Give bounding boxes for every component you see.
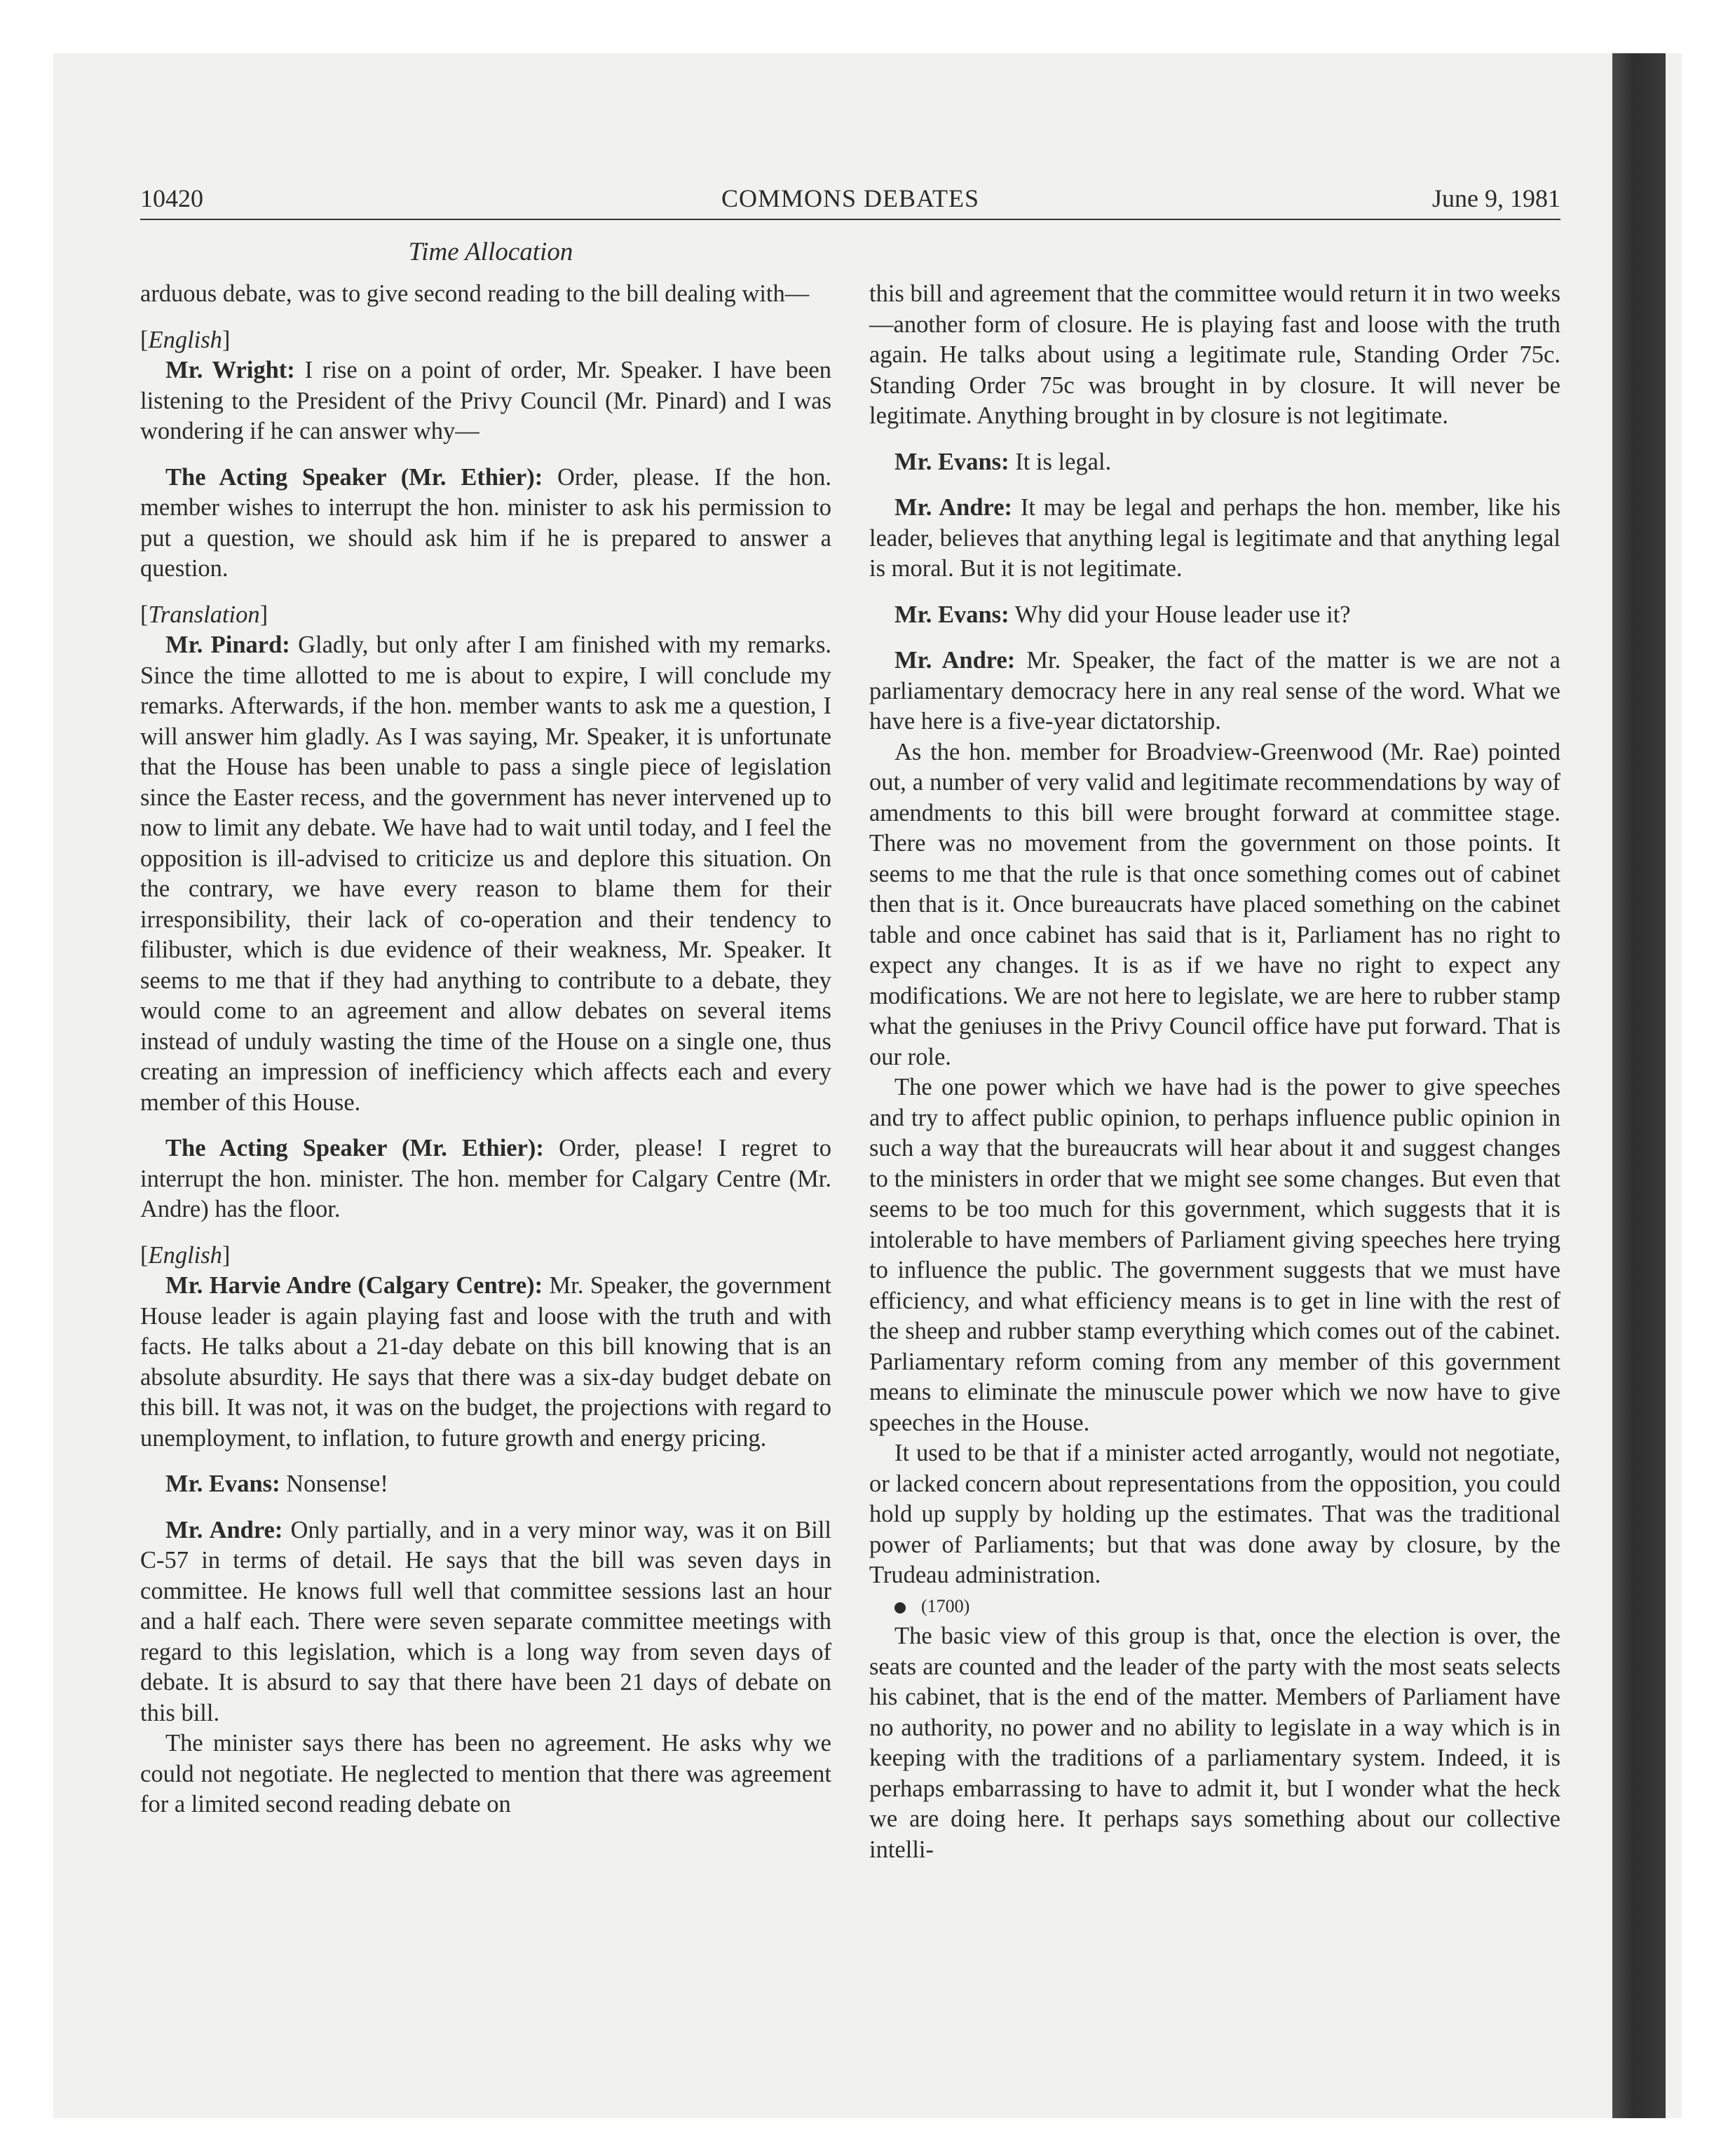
header-rule bbox=[140, 219, 1560, 220]
speech-paragraph bbox=[140, 1469, 831, 1500]
speech-paragraph bbox=[140, 355, 831, 447]
language-marker: [Translation] bbox=[140, 601, 268, 628]
language-label: Translation bbox=[148, 601, 260, 628]
language-marker: [English] bbox=[140, 326, 231, 353]
time-stamp: (1700) bbox=[921, 1595, 970, 1616]
speech-text: Nonsense! bbox=[280, 1471, 388, 1497]
speaker-name: Mr. Pinard: bbox=[165, 632, 290, 658]
speech-paragraph bbox=[140, 630, 831, 1118]
speaker-name: Mr. Andre: bbox=[894, 647, 1016, 674]
body-paragraph: It used to be that if a minister acted arrogantly, would not negotiate, or lacked concern about representations from the opposition, you could hold up supply by holding up the estimates. That was the traditional power of Parliaments; but that was done away by closure, by the Trudeau administration. bbox=[869, 1440, 1560, 1588]
speech-text: Gladly, but only after I am finished with my remarks. Since the time allotted to me is about to expire, I will conclude my remarks. Afterwards, if the hon. member wants to ask me a question, I will answer him gladly. As I was saying, Mr. Speaker, it is unfortunate that the House has been unable to pass a single piece of legislation since the Easter recess, and the government has never intervened up to now to limit any debate. We have had to wait until today, and I feel the opposition is ill-advised to criticize us and deplore this situation. On the contrary, we have every reason to blame them for their irresponsibility, their lack of co-operation and their tendency to filibuster, which is due evidence of their weakness, Mr. Speaker. It seems to me that if they had anything to contribute to a debate, they would come to an agreement and allow debates on several items instead of unduly wasting the time of the House on a single one, thus creating an impression of inefficiency which affects each and every member of this House. bbox=[140, 632, 831, 1116]
speech-text: Mr. Speaker, the government House leader is again playing fast and loose with the truth and with facts. He talks about a 21-day debate on this bill knowing that is an absolute absurdity. He says that there was a six-day budget debate on this bill. It was not, it was on the budget, the projections with regard to unemployment, to inflation, to future growth and energy pricing. bbox=[140, 1272, 831, 1452]
speech-text: Only partially, and in a very minor way, was it on Bill C-57 in terms of detail. He says that the bill was seven days in committee. He knows full well that committee sessions last an hour and a half each. There were seven separate committee meetings with regard to this legislation, which is a long way from seven days of debate. It is absurd to say that there have been 21 days of debate on this bill. bbox=[140, 1516, 831, 1726]
speech-text: Why did your House leader use it? bbox=[1009, 601, 1351, 628]
speaker-name: Mr. Andre: bbox=[894, 494, 1013, 521]
language-label: English bbox=[148, 326, 222, 353]
speech-text: I rise on a point of order, Mr. Speaker. I have been listening to the President of the Privy Council (Mr. Pinard) and I was wondering if he can answer why— bbox=[140, 357, 831, 444]
speaker-name: Mr. Evans: bbox=[894, 448, 1009, 475]
paragraph-continuation: this bill and agreement that the committee would return it in two weeks—another form of closure. He is playing fast and loose with the truth again. He talks about using a legitimate rule, Standing Order 75c. Standing Order 75c was brought in by closure. It will never be legitimate. Anything brought in by closure is not legitimate. bbox=[869, 280, 1560, 429]
scan-edge-shadow bbox=[1612, 53, 1666, 2118]
section-title: Time Allocation bbox=[408, 238, 573, 266]
right-column bbox=[869, 279, 1560, 1865]
speaker-name: The Acting Speaker (Mr. Ethier): bbox=[165, 1135, 544, 1161]
body-paragraph: The one power which we have had is the power to give speeches and try to affect public opinion, to perhaps influence public opinion in such a way that the bureaucrats will hear about it and suggest changes to the ministers in order that we might see some changes. But even that seems to be too much for this government, which suggests that it is intolerable to have members of Parliament giving speeches here trying to influence the public. The government suggests that we must have efficiency, and what efficiency means is to get in line with the rest of the sheep and rubber stamp everything which comes out of the cabinet. Parliamentary reform coming from any member of this government means to eliminate the minuscule power which we now have to give speeches in the House. bbox=[869, 1074, 1560, 1436]
page-number: 10420 bbox=[140, 184, 203, 212]
speaker-name: Mr. Evans: bbox=[894, 601, 1009, 628]
page-header bbox=[140, 184, 1560, 219]
body-paragraph: The basic view of this group is that, once the election is over, the seats are counted and the leader of the party with the most seats selects his cabinet, that is the end of the matter. Members of Parliament have no authority, no power and no ability to legislate in a way which is in keeping with the traditions of a parliamentary system. Indeed, it is perhaps embarrassing to have to admit it, but I wonder what the heck we are doing here. It perhaps says something about our collective intelli- bbox=[869, 1623, 1560, 1863]
speech-paragraph bbox=[140, 1515, 831, 1729]
speaker-name: Mr. Wright: bbox=[165, 357, 295, 383]
speaker-name: Mr. Evans: bbox=[165, 1471, 280, 1497]
speaker-name: Mr. Harvie Andre (Calgary Centre): bbox=[165, 1272, 543, 1299]
speaker-name: Mr. Andre: bbox=[165, 1516, 283, 1543]
publication-date: June 9, 1981 bbox=[1432, 184, 1560, 212]
speech-text: Mr. Speaker, the fact of the matter is we are not a parliamentary democracy here in any real sense of the word. What we have here is a five-year dictatorship. bbox=[869, 647, 1560, 735]
speech-paragraph bbox=[140, 1271, 831, 1454]
speech-paragraph bbox=[869, 646, 1560, 737]
speaker-name: The Acting Speaker (Mr. Ethier): bbox=[165, 463, 543, 491]
paragraph-continuation: arduous debate, was to give second reading to the bill dealing with— bbox=[140, 280, 810, 307]
language-label: English bbox=[148, 1241, 222, 1269]
speech-text: It is legal. bbox=[1009, 448, 1112, 475]
speech-paragraph bbox=[140, 463, 831, 585]
speech-paragraph bbox=[869, 447, 1560, 478]
speech-paragraph bbox=[869, 600, 1560, 631]
speech-text: Order, please! I regret to interrupt the hon. minister. The hon. member for Calgary Centre (Mr. Andre) has the floor. bbox=[140, 1135, 831, 1222]
body-paragraph: As the hon. member for Broadview-Greenwood (Mr. Rae) pointed out, a number of very valid and legitimate recommendations by way of amendments to this bill were brought forward at committee stage. There was no movement from the government on those points. It seems to me that the rule is that once something comes out of cabinet then that is it. Once bureaucrats have placed something on the cabinet table and once cabinet has said that is it, Parliament has no right to expect any changes. It is as if we have no right to expect any modifications. We are not here to legislate, we are here to rubber stamp what the geniuses in the Privy Council office have put forward. That is our role. bbox=[869, 738, 1560, 1070]
speech-paragraph bbox=[869, 493, 1560, 585]
time-marker bbox=[869, 1591, 1560, 1622]
bullet-icon bbox=[894, 1602, 906, 1613]
body-paragraph: The minister says there has been no agreement. He asks why we could not negotiate. He neglected to mention that there was agreement for a limited second reading debate on bbox=[140, 1730, 831, 1817]
publication-title: COMMONS DEBATES bbox=[721, 184, 980, 212]
speech-text: Order, please. If the hon. member wishes to interrupt the hon. minister to ask his permission to put a question, we should ask him if he is prepared to answer a question. bbox=[140, 463, 832, 582]
left-column bbox=[140, 279, 831, 1820]
speech-paragraph bbox=[140, 1133, 831, 1225]
language-marker: [English] bbox=[140, 1241, 231, 1269]
speech-text: It may be legal and perhaps the hon. member, like his leader, believes that anything legal is legitimate and that anything legal is moral. But it is not legitimate. bbox=[869, 494, 1560, 582]
